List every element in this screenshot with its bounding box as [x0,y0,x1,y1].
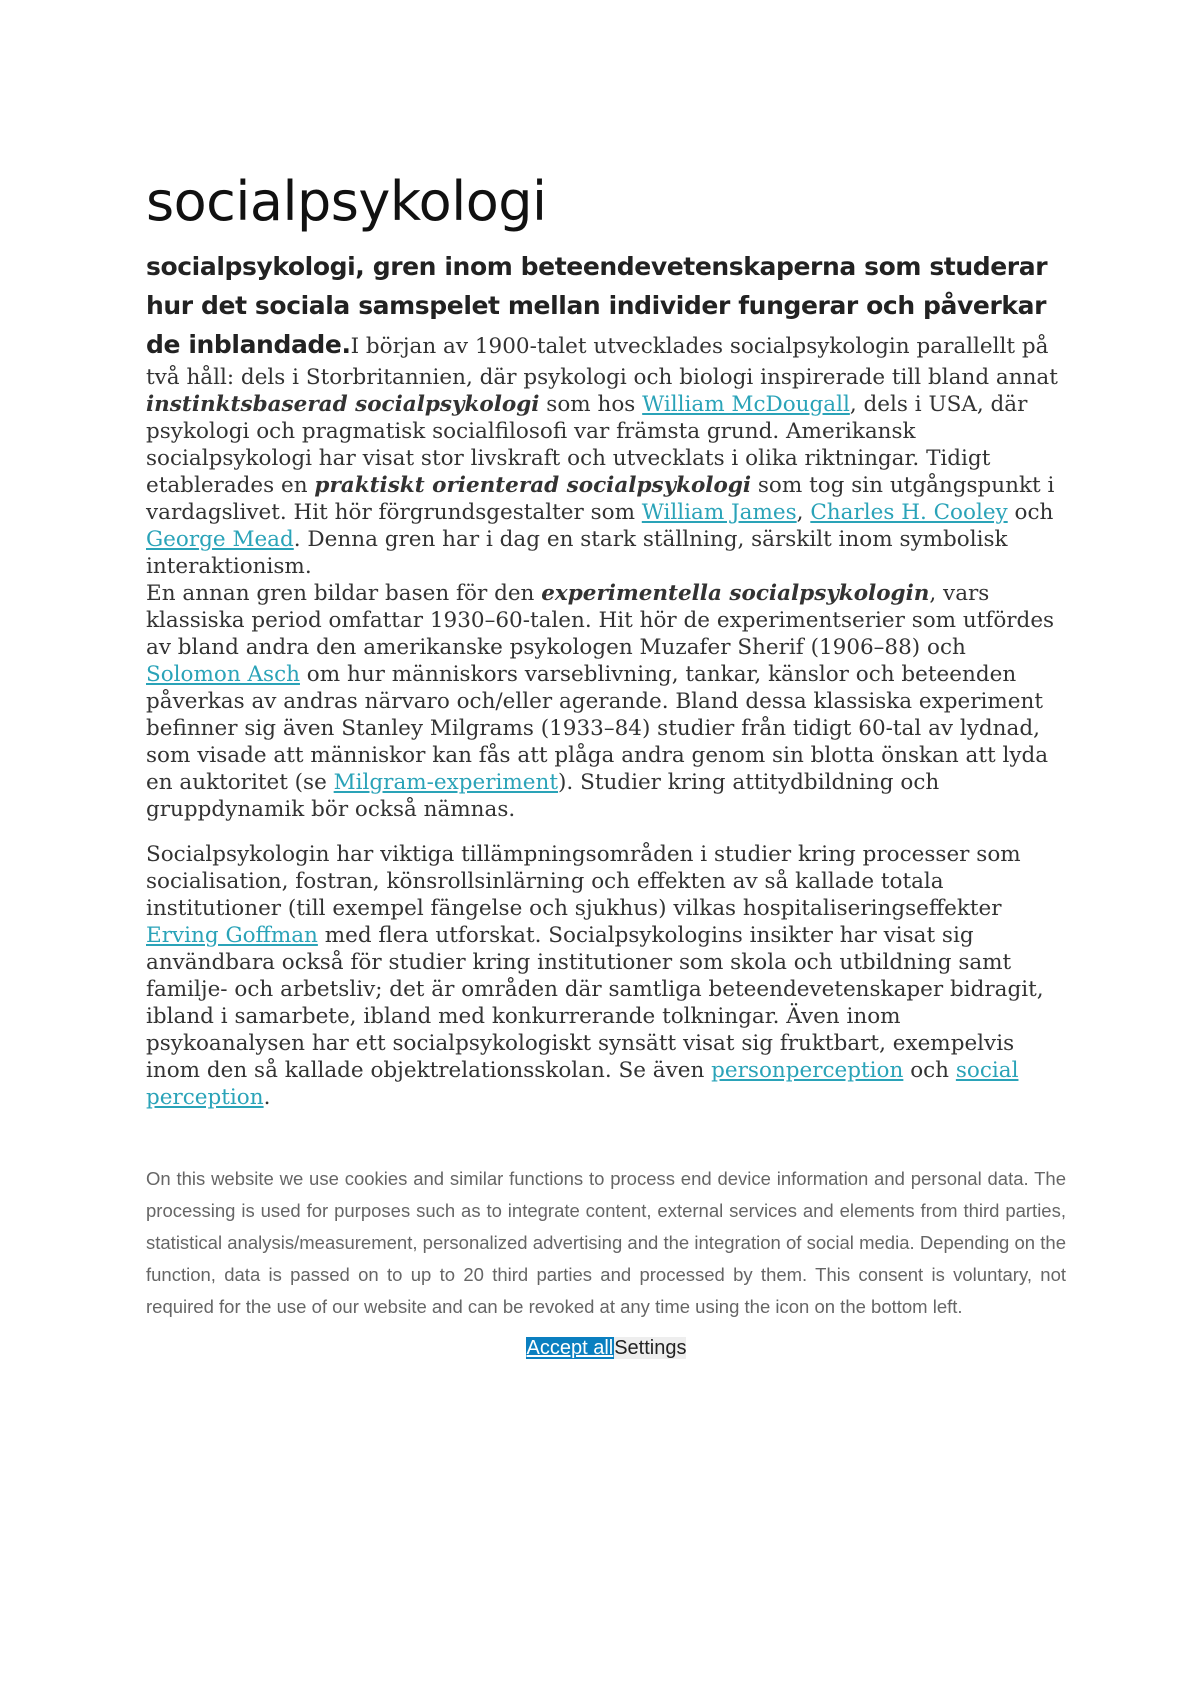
article-text: ). Studier kring attitydbildning och gruppdynamik bör också nämnas. [146,769,940,822]
article-text: . [263,1084,271,1110]
link-george-mead[interactable]: George Mead [146,526,294,552]
article-text: En annan gren bildar basen för den [146,580,542,606]
article-text: Socialpsykologin har viktiga tillämpningsområden i studier kring processer som socialisation, fostran, könsrollsinlärning och effekten av så kallade totala institutioner (till exempel fängelse och sjukhus) vilkas hospitaliseringseffekter [146,841,1021,921]
article-text: som hos [539,391,643,417]
term-emphasis: praktiskt orienterad socialpsykologi [314,472,752,498]
link-personperception[interactable]: personperception [711,1057,904,1083]
accept-all-button[interactable]: Accept all [526,1336,614,1359]
cookie-consent-actions [146,1335,1066,1361]
link-milgram-experiment[interactable]: Milgram-experiment [333,769,559,795]
term-emphasis: experimentella socialpsykologin [541,580,930,606]
settings-button[interactable]: Settings [614,1336,687,1359]
term-emphasis: instinktsbaserad socialpsykologi [146,391,540,417]
article-text: , vars klassiska period omfattar 1930–60-talen. Hit hör de experimentserier som utfördes av bland andra den amerikanske psykologen Muzafer Sherif (1906–88) och [146,580,1055,660]
article-text: I början av 1900-talet utvecklades socialpsykologin parallellt på två håll: dels i Storbritannien, där psykologi och biologi inspirerade till bland annat [146,333,1058,390]
article-body [146,247,1066,823]
link-social-perception[interactable]: social perception [146,1057,1019,1110]
article-lead: socialpsykologi, gren inom beteendevetenskaperna som studerar hur det sociala samspelet mellan individer fungerar och påverkar de inblandade. [146,251,1048,359]
article-page [146,170,1066,1361]
article-text: om hur människors varseblivning, tankar, känslor och beteenden påverkas av andras närvaro och/eller agerande. Bland dessa klassiska experiment befinner sig även Stanley Milgrams (1933–84) studier från tidigt 60-tal av lydnad, som visade att människor kan fås att plåga andra genom sin blotta önskan att lyda en auktoritet (se [146,661,1049,795]
article-text: som tog sin utgångspunkt i vardagslivet. Hit hör förgrundsgestalter som [146,472,1055,525]
article-text: , dels i USA, där psykologi och pragmatisk socialfilosofi var främsta grund. Amerikansk socialpsykologi har visat stor livskraft och utvecklats i olika riktningar. Tidigt etablerades en [146,391,1028,498]
cookie-consent-text: On this website we use cookies and similar functions to process end device information and personal data. The processing is used for purposes such as to integrate content, external services and elements from third parties, statistical analysis/measurement, personalized advertising and the integration of social media. Depending on the function, data is passed on to up to 20 third parties and processed by them. This consent is voluntary, not required for the use of our website and can be revoked at any time using the icon on the bottom left. [146,1167,1066,1317]
article-paragraph [146,841,1066,1111]
article-text: . Denna gren har i dag en stark ställning, särskilt inom symbolisk interaktionism. [146,526,1008,579]
link-charles-cooley[interactable]: Charles H. Cooley [810,499,1008,525]
article-text: och [903,1057,956,1083]
link-erving-goffman[interactable]: Erving Goffman [146,922,318,948]
article-text: och [1007,499,1054,525]
page-title: socialpsykologi [146,170,547,233]
link-william-mcdougall[interactable]: William McDougall [642,391,850,417]
article-text: , [796,499,811,525]
link-solomon-asch[interactable]: Solomon Asch [146,661,300,687]
article-text: med flera utforskat. Socialpsykologins insikter har visat sig användbara också för studier kring institutioner som skola och utbildning samt familje- och arbetsliv; det är områden där samtliga beteendevetenskaper bidragit, ibland i samarbete, ibland med konkurrerande tolkningar. Även inom psykoanalysen har ett socialpsykologiskt synsätt visat sig fruktbart, exempelvis inom den så kallade objektrelationsskolan. Se även [146,922,1044,1083]
link-william-james[interactable]: William James [641,499,797,525]
